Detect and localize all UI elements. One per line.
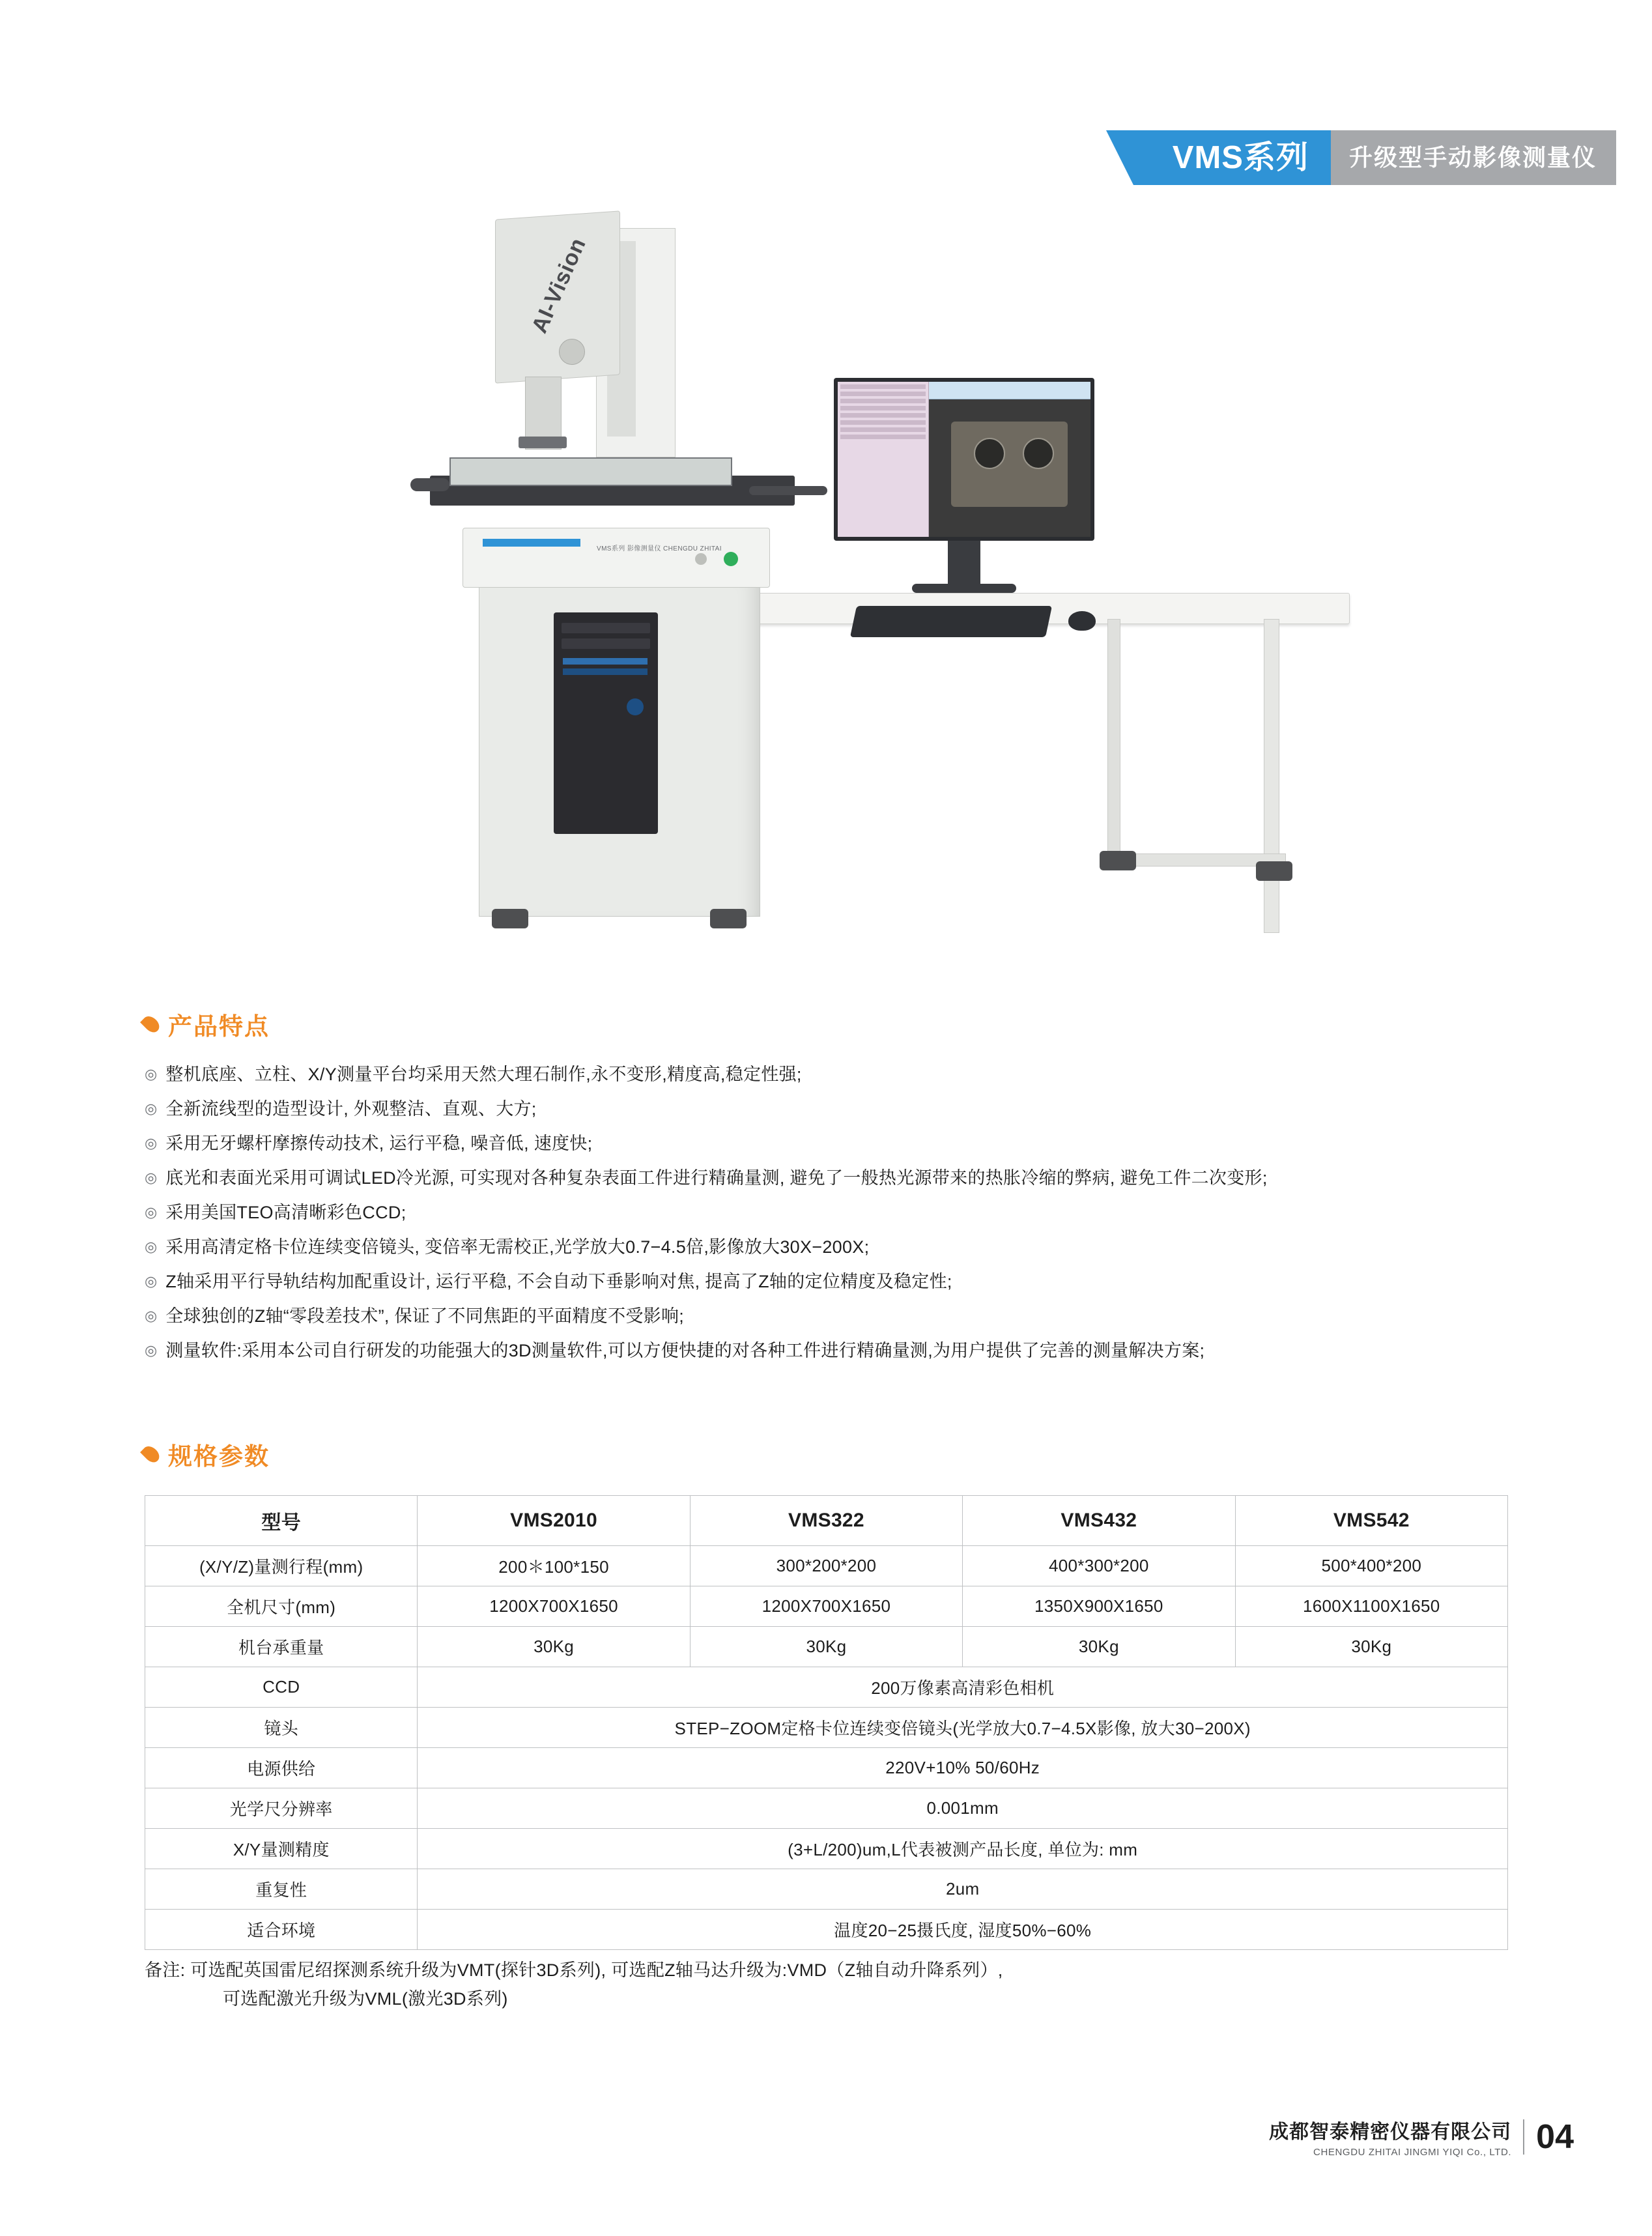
list-item	[145, 1062, 1578, 1087]
cell: 1600X1100X1650	[1235, 1586, 1507, 1627]
header-series-label: VMS系列	[1172, 139, 1309, 175]
cell: 1350X900X1650	[963, 1586, 1235, 1627]
droplet-icon	[140, 1443, 162, 1465]
stage-handle-right	[749, 486, 827, 495]
table-row	[145, 1829, 1508, 1869]
monitor-screen	[838, 382, 1090, 537]
cell: 400*300*200	[963, 1546, 1235, 1586]
machine-control-base	[463, 528, 770, 588]
feature-text: 全新流线型的造型设计, 外观整洁、直观、大方;	[165, 1099, 537, 1119]
column-header: VMS432	[963, 1496, 1235, 1546]
column-header: VMS322	[690, 1496, 962, 1546]
spec-table-wrapper	[145, 1495, 1508, 1950]
tower-drive-bay	[562, 623, 650, 633]
computer-tower	[554, 612, 658, 834]
software-panel-row	[840, 413, 926, 418]
table-row	[145, 1869, 1508, 1910]
table-row	[145, 1586, 1508, 1627]
cell: 30Kg	[963, 1627, 1235, 1667]
part-hole-left	[974, 438, 1005, 469]
page-header-banner	[1133, 130, 1616, 185]
machine-logo: AI-Vision	[526, 233, 591, 337]
software-panel-row	[840, 420, 926, 425]
footer-company-en: CHENGDU ZHITAI JINGMI YIQI Co., LTD.	[1313, 2147, 1512, 2158]
bullet-icon: ◎	[145, 1239, 158, 1255]
page-footer	[1269, 2115, 1574, 2158]
table-row	[145, 1667, 1508, 1708]
workbench-top	[756, 593, 1350, 624]
feature-text: 采用美国TEO高清晰彩色CCD;	[165, 1203, 406, 1222]
workbench-leg-right	[1264, 619, 1279, 933]
bullet-icon: ◎	[145, 1204, 158, 1220]
column-header: VMS2010	[418, 1496, 690, 1546]
cell: 200＊100*150	[418, 1546, 690, 1586]
part-hole-right	[1023, 438, 1054, 469]
list-item	[145, 1166, 1578, 1190]
footer-company	[1269, 2115, 1511, 2158]
row-label: 适合环境	[145, 1910, 418, 1950]
product-photo	[339, 202, 1355, 984]
bullet-icon: ◎	[145, 1273, 158, 1289]
spec-note-line-1: 备注: 可选配英国雷尼绍探测系统升级为VMT(探针3D系列), 可选配Z轴马达升级为:VMD（Z轴自动升降系列）,	[145, 1960, 1003, 1980]
cell: 1200X700X1650	[418, 1586, 690, 1627]
row-label: CCD	[145, 1667, 418, 1708]
table-row	[145, 1910, 1508, 1950]
table-row	[145, 1708, 1508, 1748]
camera-view	[929, 399, 1090, 537]
spec-section-heading	[145, 1437, 270, 1472]
footer-company-cn: 成都智泰精密仪器有限公司	[1269, 2121, 1512, 2143]
bullet-icon: ◎	[145, 1135, 158, 1151]
row-label: 机台承重量	[145, 1627, 418, 1667]
column-header: VMS542	[1235, 1496, 1507, 1546]
cell: 30Kg	[1235, 1627, 1507, 1667]
cell: 200万像素高清彩色相机	[418, 1667, 1508, 1708]
bullet-icon: ◎	[145, 1308, 158, 1324]
cell: 300*200*200	[690, 1546, 962, 1586]
feature-text: 采用无牙螺杆摩擦传动技术, 运行平稳, 噪音低, 速度快;	[165, 1134, 593, 1153]
tower-front-strip	[563, 658, 648, 665]
cell: (3+L/200)um,L代表被测产品长度, 单位为: mm	[418, 1829, 1508, 1869]
row-label: (X/Y/Z)量测行程(mm)	[145, 1546, 418, 1586]
features-list	[145, 1062, 1578, 1373]
workbench-leg-inner	[1107, 619, 1120, 861]
monitor-stand	[948, 541, 980, 586]
list-item	[145, 1200, 1578, 1225]
software-side-panel	[838, 382, 929, 537]
lens-ring-light	[519, 437, 567, 448]
software-main-view	[929, 382, 1090, 537]
list-item	[145, 1338, 1578, 1363]
list-item	[145, 1131, 1578, 1156]
cell: 30Kg	[418, 1627, 690, 1667]
monitor	[834, 378, 1094, 541]
monitor-base	[912, 584, 1016, 593]
software-panel-row	[840, 399, 926, 403]
spec-section-title: 规格参数	[168, 1443, 270, 1470]
bullet-icon: ◎	[145, 1169, 158, 1186]
column-header: 型号	[145, 1496, 418, 1546]
keyboard	[850, 606, 1052, 637]
cell: 0.001mm	[418, 1788, 1508, 1829]
row-label: 全机尺寸(mm)	[145, 1586, 418, 1627]
feature-text: Z轴采用平行导轨结构加配重设计, 运行平稳, 不会自动下垂影响对焦, 提高了Z轴的定位精度及稳定性;	[165, 1272, 952, 1291]
cell: 1200X700X1650	[690, 1586, 962, 1627]
software-panel-row	[840, 435, 926, 439]
cell: STEP−ZOOM定格卡位连续变倍镜头(光学放大0.7−4.5X影像, 放大30−200X)	[418, 1708, 1508, 1748]
cabinet-foot-left	[492, 909, 528, 928]
measured-part	[951, 422, 1068, 507]
cell: 220V+10% 50/60Hz	[418, 1748, 1508, 1788]
software-panel-row	[840, 406, 926, 410]
feature-text: 测量软件:采用本公司自行研发的功能强大的3D测量软件,可以方便快捷的对各种工件进行精确量测,为用户提供了完善的测量解决方案;	[165, 1341, 1205, 1360]
spec-note-line-2: 可选配激光升级为VML(激光3D系列)	[223, 1989, 508, 2009]
machine-power-button	[724, 552, 738, 566]
list-item	[145, 1096, 1578, 1121]
cell: 500*400*200	[1235, 1546, 1507, 1586]
feature-text: 全球独创的Z轴“零段差技术”, 保证了不同焦距的平面精度不受影响;	[165, 1306, 685, 1326]
table-row	[145, 1788, 1508, 1829]
focus-knob	[559, 339, 585, 365]
tower-drive-bay-2	[562, 638, 650, 649]
bullet-icon: ◎	[145, 1100, 158, 1117]
list-item	[145, 1235, 1578, 1259]
spec-table	[145, 1495, 1508, 1950]
stage-handle-left	[410, 478, 449, 491]
machine-knob	[695, 553, 707, 565]
software-toolbar	[929, 382, 1090, 399]
table-header-row	[145, 1496, 1508, 1546]
cell: 2um	[418, 1869, 1508, 1910]
features-section-heading	[145, 1007, 270, 1042]
list-item	[145, 1304, 1578, 1328]
cabinet-foot-right	[710, 909, 747, 928]
workbench-foot-inner	[1100, 851, 1136, 870]
row-label: X/Y量测精度	[145, 1829, 418, 1869]
header-subtitle-block	[1331, 130, 1616, 185]
footer-divider	[1523, 2119, 1524, 2155]
software-panel-row	[840, 427, 926, 432]
feature-text: 采用高清定格卡位连续变倍镜头, 变倍率无需校正,光学放大0.7−4.5倍,影像放大30X−200X;	[165, 1237, 870, 1257]
workbench-foot-right	[1256, 861, 1292, 881]
feature-text: 整机底座、立柱、X/Y测量平台均采用天然大理石制作,永不变形,精度高,稳定性强;	[165, 1065, 802, 1084]
row-label: 光学尺分辨率	[145, 1788, 418, 1829]
bullet-icon: ◎	[145, 1066, 158, 1082]
bullet-icon: ◎	[145, 1342, 158, 1358]
spec-note	[145, 1956, 1513, 2013]
mouse	[1068, 611, 1096, 631]
table-row	[145, 1748, 1508, 1788]
table-row	[145, 1546, 1508, 1586]
tower-power-button	[627, 698, 644, 715]
header-series-block	[1133, 130, 1331, 185]
software-panel-row	[840, 384, 926, 389]
table-row	[145, 1627, 1508, 1667]
row-label: 电源供给	[145, 1748, 418, 1788]
machine-base-text: VMS系列 影像测量仪 CHENGDU ZHITAI	[597, 545, 722, 552]
tower-front-strip-2	[563, 668, 648, 675]
feature-text: 底光和表面光采用可调试LED冷光源, 可实现对各种复杂表面工件进行精确量测, 避免了一般热光源带来的热胀冷缩的弊病, 避免工件二次变形;	[165, 1168, 1268, 1188]
cell: 30Kg	[690, 1627, 962, 1667]
cell: 温度20−25摄氏度, 湿度50%−60%	[418, 1910, 1508, 1950]
page-number: 04	[1536, 2117, 1574, 2156]
row-label: 重复性	[145, 1869, 418, 1910]
machine-base-accent	[483, 539, 580, 547]
software-panel-row	[840, 392, 926, 396]
droplet-icon	[140, 1013, 162, 1035]
header-subtitle-label: 升级型手动影像测量仪	[1348, 144, 1597, 171]
row-label: 镜头	[145, 1708, 418, 1748]
features-section-title: 产品特点	[168, 1013, 270, 1040]
measuring-stage-glass	[449, 457, 732, 486]
list-item	[145, 1269, 1578, 1294]
